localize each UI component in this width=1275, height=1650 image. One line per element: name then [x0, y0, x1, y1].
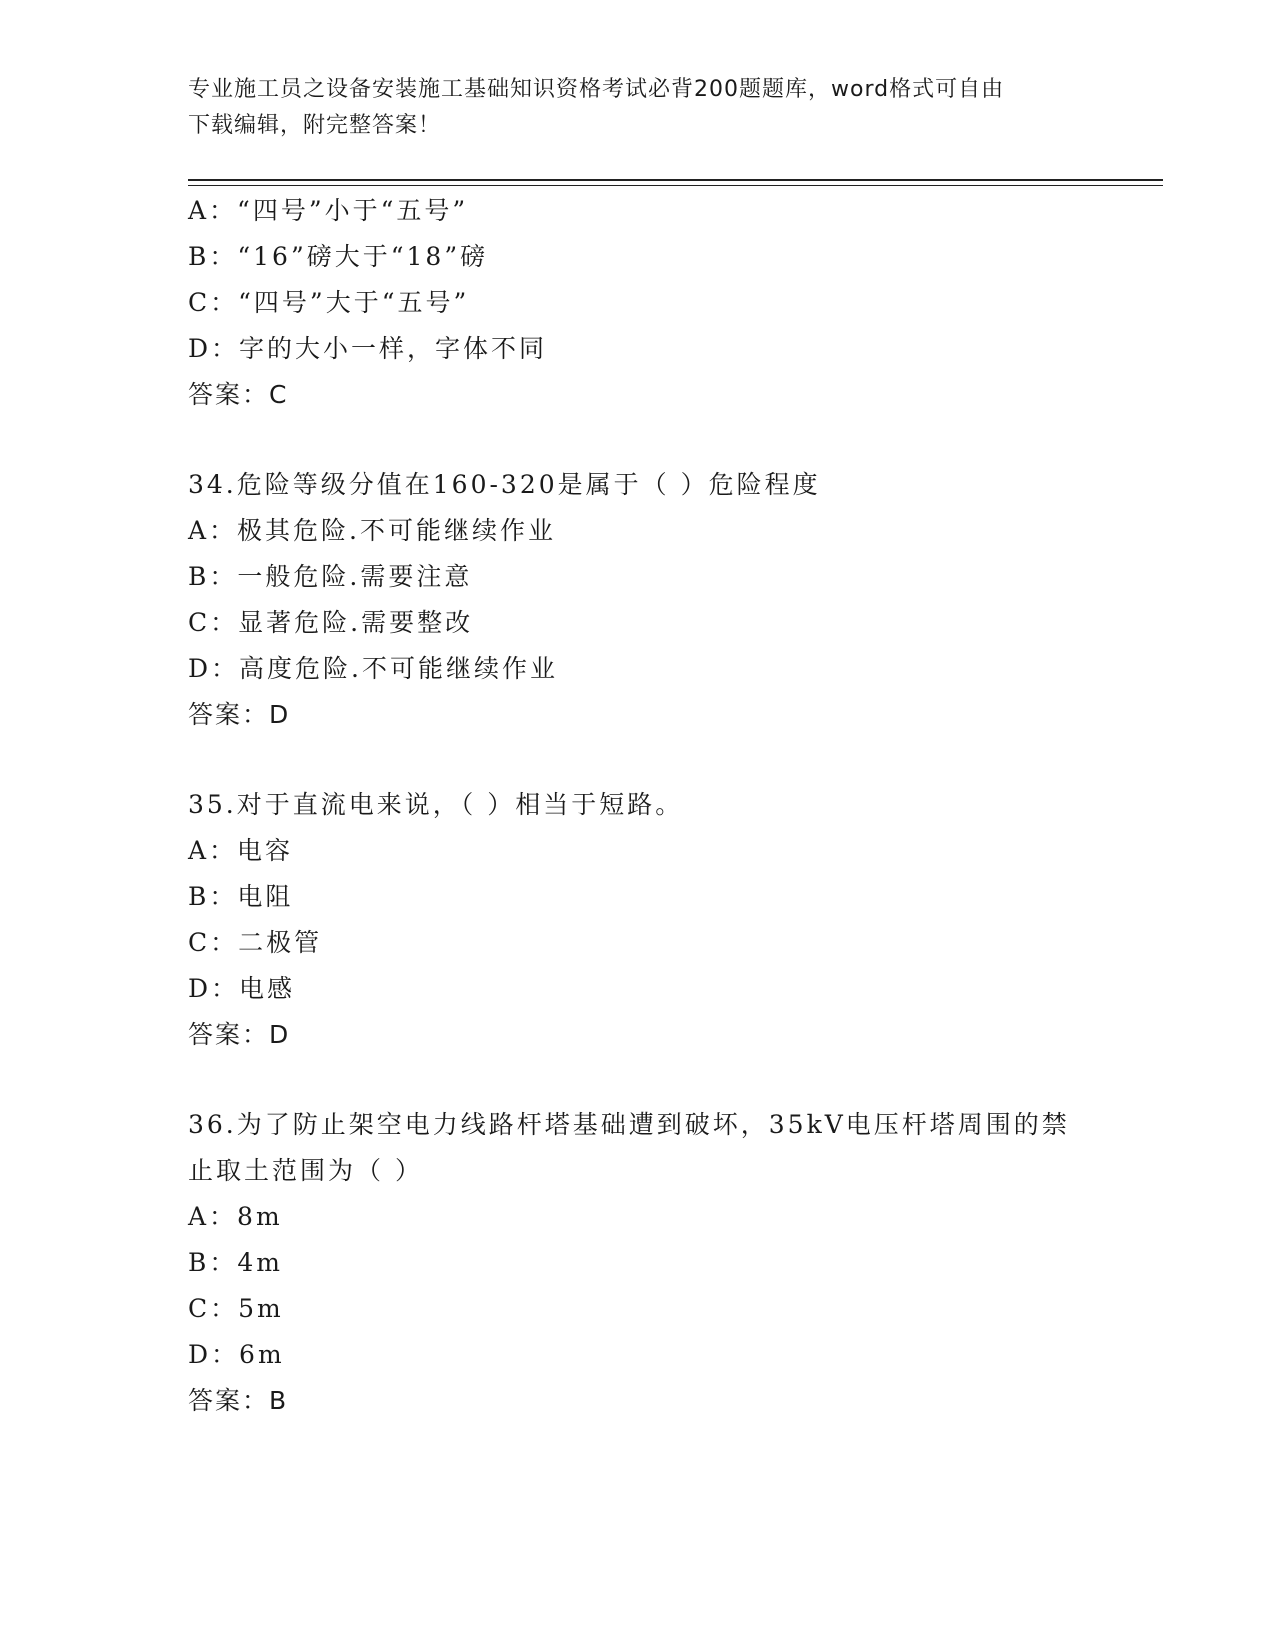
option-c: C：“四号”大于“五号” [188, 288, 470, 317]
option-a: A：8m [188, 1202, 283, 1231]
spacer [188, 418, 1088, 462]
answer-line: 答案：B [188, 1386, 289, 1415]
answer-line: 答案：D [188, 1020, 291, 1049]
question-title: 36.为了防止架空电力线路杆塔基础遭到破坏，35kV电压杆塔周围的禁止取土范围为（ ） [188, 1110, 1070, 1185]
question-block-34 [188, 462, 1088, 738]
option-b: B：4m [188, 1248, 283, 1277]
option-d: D：字的大小一样，字体不同 [188, 334, 548, 363]
answer-line: 答案：C [188, 380, 289, 409]
question-block-35 [188, 782, 1088, 1058]
header-line-2: 下载编辑，附完整答案！ [188, 113, 442, 138]
spacer [188, 738, 1088, 782]
document-header [188, 72, 1088, 144]
option-d: D：电感 [188, 974, 296, 1003]
header-rule-thin [188, 185, 1163, 186]
question-title: 35.对于直流电来说，（ ）相当于短路。 [188, 790, 684, 819]
option-a: A：电容 [188, 836, 294, 865]
option-a: A：“四号”小于“五号” [188, 196, 469, 225]
question-list [188, 188, 1088, 1424]
question-title: 34.危险等级分值在160-320是属于（ ）危险程度 [188, 470, 821, 499]
option-b: B：“16”磅大于“18”磅 [188, 242, 489, 271]
option-c: C：二极管 [188, 928, 323, 957]
answer-line: 答案：D [188, 700, 291, 729]
option-d: D：高度危险.不可能继续作业 [188, 654, 558, 683]
option-b: B：一般危险.需要注意 [188, 562, 473, 591]
question-block-previous [188, 188, 1088, 418]
option-c: C：显著危险.需要整改 [188, 608, 474, 637]
question-block-36 [188, 1102, 1088, 1424]
spacer [188, 1058, 1088, 1102]
option-c: C：5m [188, 1294, 284, 1323]
option-a: A：极其危险.不可能继续作业 [188, 516, 557, 545]
header-line-1: 专业施工员之设备安装施工基础知识资格考试必背200题题库，word格式可自由 [188, 77, 1005, 102]
header-rule [188, 179, 1163, 181]
option-b: B：电阻 [188, 882, 294, 911]
option-d: D：6m [188, 1340, 285, 1369]
